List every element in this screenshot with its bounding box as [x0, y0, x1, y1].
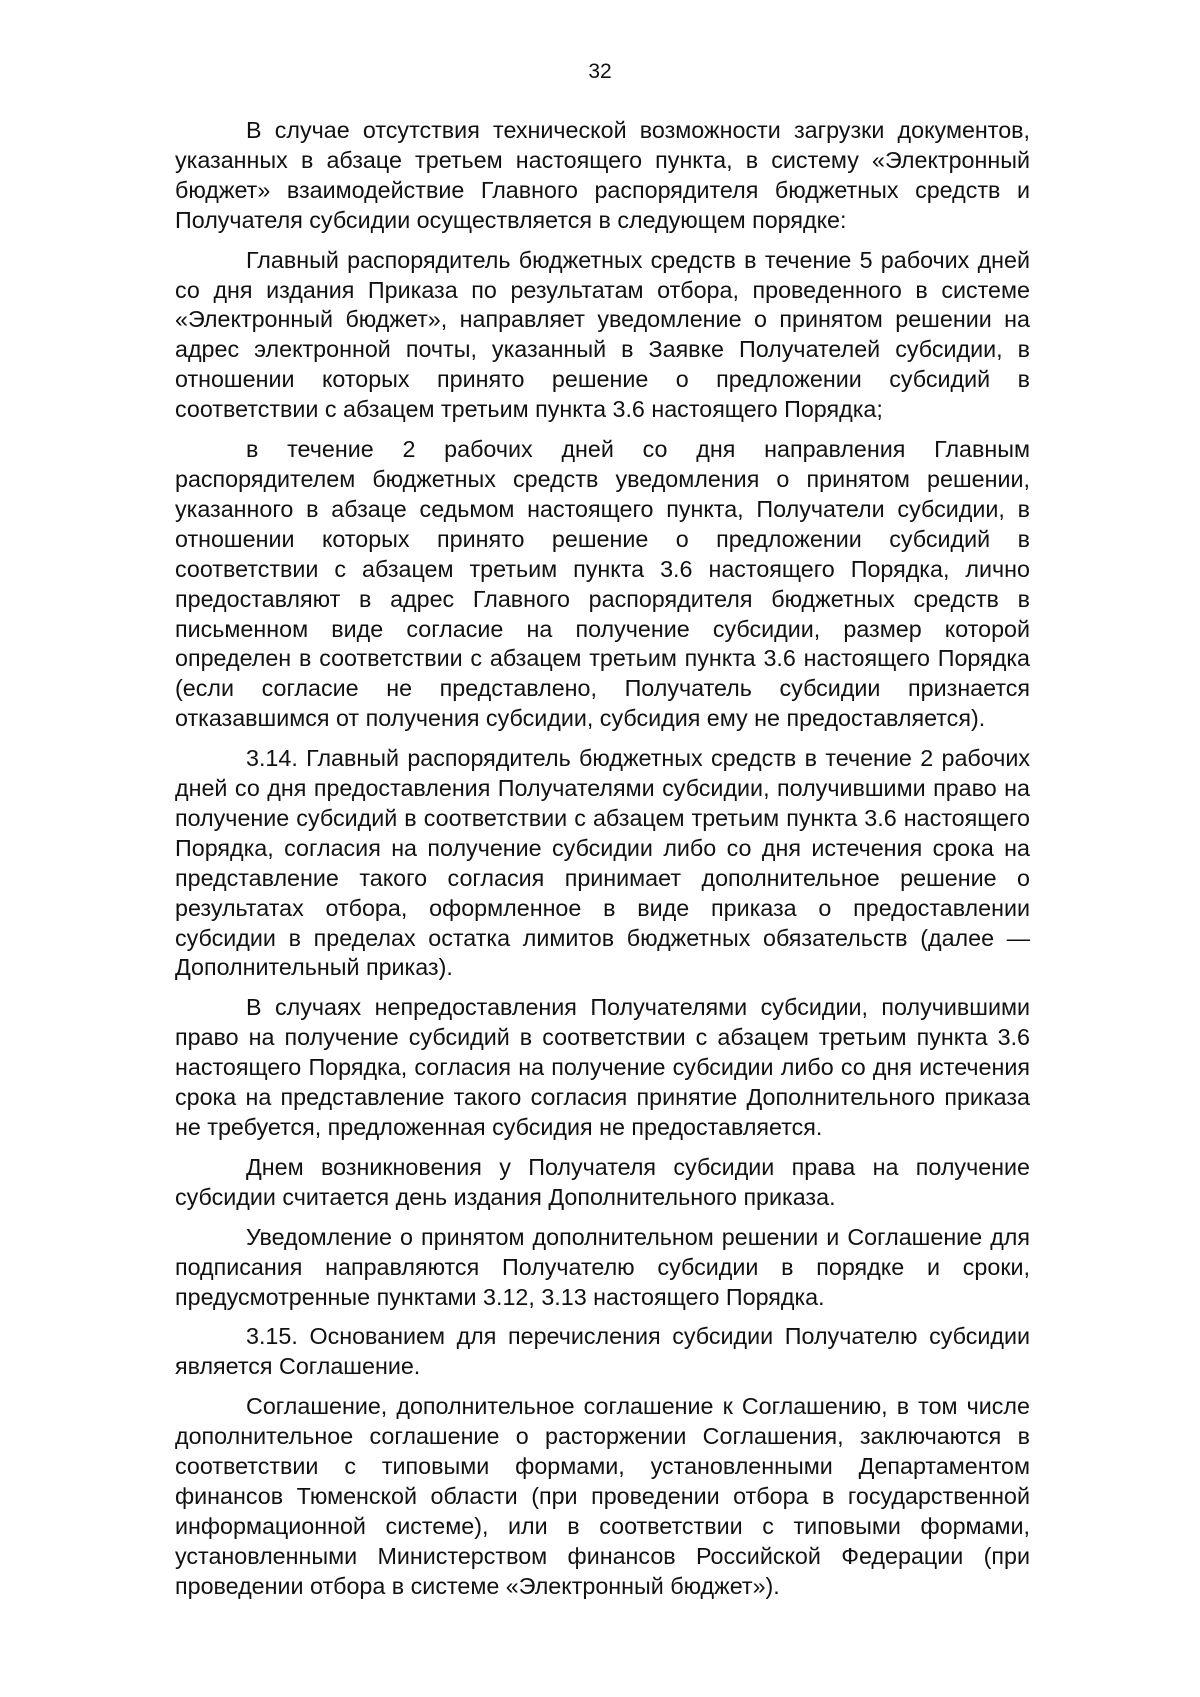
paragraph-agreement-forms: Соглашение, дополнительное соглашение к Соглашению, в том числе дополнительное соглашение о расторжении Соглашения, заключаются в соответствии с типовыми формами, установленными Департаментом финансов Тюменской области (при проведении отбора в государственной информационной системе), или в соответствии с типовыми формами, установленными Министерством финансов Российской Федерации (при проведении отбора в системе «Электронный бюджет»). — [175, 1393, 1030, 1599]
paragraph-right-arises: Днем возникновения у Получателя субсидии права на получение субсидии считается день издания Дополнительного приказа. — [175, 1153, 1030, 1210]
page-number: 32 — [588, 60, 612, 83]
paragraph-technical-impossibility: В случае отсутствия технической возможности загрузки документов, указанных в абзаце третьем настоящего пункта, в систему «Электронный бюджет» взаимодействие Главного распорядителя бюджетных средств и Получателя субсидии осуществляется в следующем порядке: — [175, 117, 1030, 233]
paragraph-consent-2-days: в течение 2 рабочих дней со дня направления Главным распорядителем бюджетных средств уведомления о принятом решении, указанного в абзаце седьмом настоящего пункта, Получатели субсидии, в отношении которых принято решение о предложении субсидий в соответствии с абзацем третьим пункта 3.6 настоящего Порядка, лично предоставляют в адрес Главного распорядителя бюджетных средств в письменном виде согласие на получение субсидии, размер которой определен в соответствии с абзацем третьим пункта 3.6 настоящего Порядка (если согласие не представлено, Получатель субсидии признается отказавшимся от получения субсидии, субсидия ему не предоставляется). — [175, 436, 1030, 732]
document-body — [175, 116, 1030, 1612]
paragraph-3-14-additional-decision: 3.14. Главный распорядитель бюджетных средств в течение 2 рабочих дней со дня предоставления Получателями субсидии, получившими право на получение субсидий в соответствии с абзацем третьим пункта 3.6 настоящего Порядка, согласия на получение субсидии либо со дня истечения срока на представление такого согласия принимает дополнительное решение о результатах отбора, оформленное в виде приказа о предоставлении субсидии в пределах остатка лимитов бюджетных обязательств (далее — Дополнительный приказ). — [175, 745, 1030, 981]
paragraph-notification-and-agreement: Уведомление о принятом дополнительном решении и Соглашение для подписания направляются Получателю субсидии в порядке и сроки, предусмотренные пунктами 3.12, 3.13 настоящего Порядка. — [175, 1223, 1030, 1310]
paragraph-notification-5-days: Главный распорядитель бюджетных средств в течение 5 рабочих дней со дня издания Приказа по результатам отбора, проведенного в системе «Электронный бюджет», направляет уведомление о принятом решении на адрес электронной почты, указанный в Заявке Получателей субсидии, в отношении которых принято решение о предложении субсидий в соответствии с абзацем третьим пункта 3.6 настоящего Порядка; — [175, 246, 1030, 423]
paragraph-3-15-basis: 3.15. Основанием для перечисления субсидии Получателю субсидии является Соглашение. — [175, 1323, 1030, 1380]
paragraph-no-consent-case: В случаях непредоставления Получателями субсидии, получившими право на получение субсидий в соответствии с абзацем третьим пункта 3.6 настоящего Порядка, согласия на получение субсидии либо со дня истечения срока на представление такого согласия принятие Дополнительного приказа не требуется, предложенная субсидия не предоставляется. — [175, 994, 1030, 1140]
